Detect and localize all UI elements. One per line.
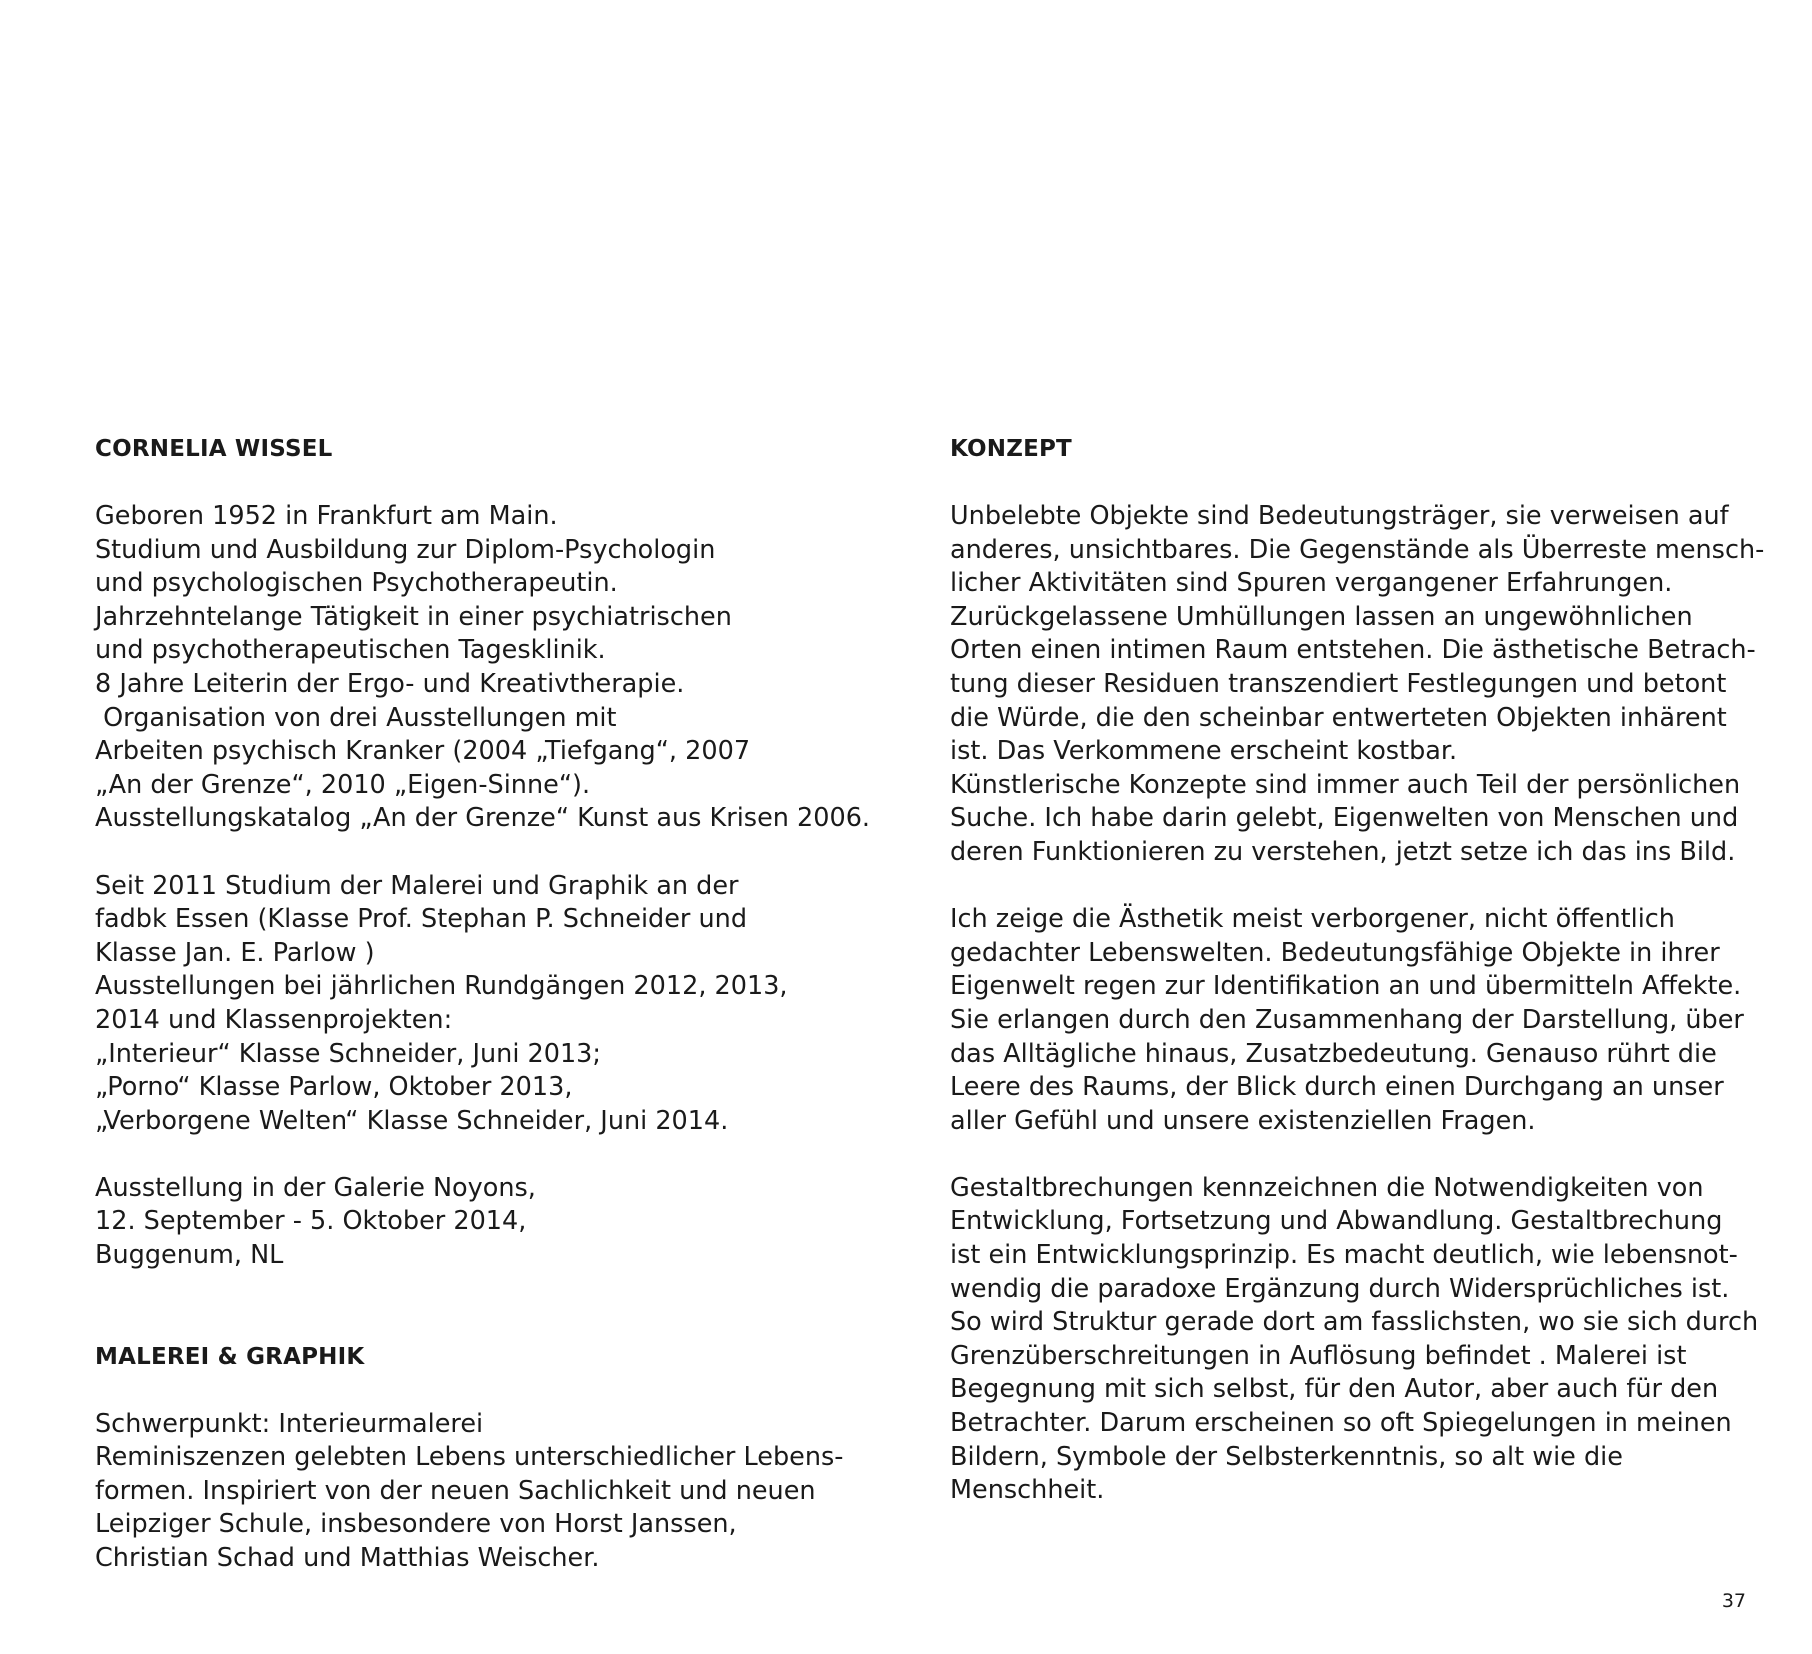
text-line: Orten einen intimen Raum entstehen. Die ästhetische Betrach- <box>950 635 1756 666</box>
text-line: Menschheit. <box>950 1475 1105 1506</box>
concept-paragraph-1 <box>950 500 1770 870</box>
text-line: 12. September - 5. Oktober 2014, <box>95 1206 527 1237</box>
text-line: Arbeiten psychisch Kranker (2004 „Tiefgang“, 2007 <box>95 736 751 767</box>
text-line: Christian Schad und Matthias Weischer. <box>95 1543 600 1574</box>
text-line: und psychologischen Psychotherapeutin. <box>95 568 618 599</box>
concept-heading: KONZEPT <box>950 436 1072 462</box>
study-paragraph <box>95 870 915 1139</box>
text-line: tung dieser Residuen transzendiert Festlegungen und betont <box>950 668 1727 699</box>
painting-heading: MALEREI & GRAPHIK <box>95 1343 365 1370</box>
left-column <box>95 432 915 1576</box>
text-line: Ausstellungen bei jährlichen Rundgängen 2012, 2013, <box>95 971 788 1002</box>
text-line: anderes, unsichtbares. Die Gegenstände als Überreste mensch- <box>950 534 1765 565</box>
concept-paragraph-3 <box>950 1172 1770 1508</box>
text-line: Entwicklung, Fortsetzung und Abwandlung. Gestaltbrechung <box>950 1206 1723 1237</box>
text-line: Suche. Ich habe darin gelebt, Eigenwelten von Menschen und <box>950 803 1739 834</box>
text-line: Sie erlangen durch den Zusammenhang der Darstellung, über <box>950 1004 1744 1035</box>
bio-heading: CORNELIA WISSEL <box>95 436 333 462</box>
text-line: Begegnung mit sich selbst, für den Autor, aber auch für den <box>950 1374 1719 1405</box>
text-line: „An der Grenze“, 2010 „Eigen-Sinne“). <box>95 769 591 800</box>
text-line: Unbelebte Objekte sind Bedeutungsträger, sie verweisen auf <box>950 501 1729 531</box>
text-line: Grenzüberschreitungen in Auflösung befindet . Malerei ist <box>950 1340 1687 1371</box>
text-line: Geboren 1952 in Frankfurt am Main. <box>95 501 558 531</box>
text-line: 8 Jahre Leiterin der Ergo- und Kreativtherapie. <box>95 668 685 699</box>
text-line: Zurückgelassene Umhüllungen lassen an ungewöhnlichen <box>950 601 1693 632</box>
text-line: „Verborgene Welten“ Klasse Schneider, Juni 2014. <box>95 1105 729 1136</box>
exhibition-paragraph <box>95 1172 915 1273</box>
text-line: die Würde, die den scheinbar entwerteten Objekten inhärent <box>950 702 1727 733</box>
text-line: Ausstellung in der Galerie Noyons, <box>95 1172 536 1203</box>
text-line: deren Funktionieren zu verstehen, jetzt setze ich das ins Bild. <box>950 836 1736 867</box>
text-line: und psychotherapeutischen Tagesklinik. <box>95 635 606 666</box>
concept-paragraph-2 <box>950 903 1770 1138</box>
painting-paragraph <box>95 1408 915 1576</box>
text-line: Klasse Jan. E. Parlow ) <box>95 937 375 968</box>
text-line: Studium und Ausbildung zur Diplom-Psychologin <box>95 534 716 565</box>
text-line: Organisation von drei Ausstellungen mit <box>95 702 617 733</box>
text-line: „Interieur“ Klasse Schneider, Juni 2013; <box>95 1038 601 1069</box>
text-line: Jahrzehntelange Tätigkeit in einer psychiatrischen <box>95 601 732 632</box>
page-number: 37 <box>1721 1590 1746 1612</box>
text-line: Bildern, Symbole der Selbsterkenntnis, so alt wie die <box>950 1441 1623 1472</box>
text-line: Eigenwelt regen zur Identifikation an und übermitteln Affekte. <box>950 971 1742 1002</box>
text-line: fadbk Essen (Klasse Prof. Stephan P. Schneider und <box>95 904 748 935</box>
text-line: gedachter Lebenswelten. Bedeutungsfähige Objekte in ihrer <box>950 937 1720 968</box>
text-line: formen. Inspiriert von der neuen Sachlichkeit und neuen <box>95 1475 816 1506</box>
text-line: Betrachter. Darum erscheinen so oft Spiegelungen in meinen <box>950 1408 1732 1439</box>
text-line: Ich zeige die Ästhetik meist verborgener, nicht öffentlich <box>950 904 1675 935</box>
text-line: So wird Struktur gerade dort am fasslichsten, wo sie sich durch <box>950 1307 1759 1338</box>
text-line: ist. Das Verkommene erscheint kostbar. <box>950 736 1458 767</box>
text-line: Reminiszenzen gelebten Lebens unterschiedlicher Lebens- <box>95 1442 844 1473</box>
text-line: licher Aktivitäten sind Spuren vergangener Erfahrungen. <box>950 568 1673 599</box>
text-line: ist ein Entwicklungsprinzip. Es macht deutlich, wie lebensnot- <box>950 1240 1738 1271</box>
bio-paragraph <box>95 500 915 836</box>
text-line: Schwerpunkt: Interieurmalerei <box>95 1408 484 1439</box>
text-line: „Porno“ Klasse Parlow, Oktober 2013, <box>95 1072 573 1103</box>
text-line: Leere des Raums, der Blick durch einen Durchgang an unser <box>950 1072 1724 1103</box>
right-column <box>950 432 1770 1508</box>
text-line: aller Gefühl und unsere existenziellen Fragen. <box>950 1105 1536 1136</box>
text-line: Buggenum, NL <box>95 1240 284 1271</box>
text-line: Leipziger Schule, insbesondere von Horst Janssen, <box>95 1509 737 1540</box>
text-line: Gestaltbrechungen kennzeichnen die Notwendigkeiten von <box>950 1172 1704 1203</box>
text-line: 2014 und Klassenprojekten: <box>95 1004 453 1035</box>
text-line: das Alltägliche hinaus, Zusatzbedeutung. Genauso rührt die <box>950 1038 1717 1069</box>
text-line: Seit 2011 Studium der Malerei und Graphik an der <box>95 870 739 901</box>
text-line: Ausstellungskatalog „An der Grenze“ Kunst aus Krisen 2006. <box>95 803 871 834</box>
text-line: wendig die paradoxe Ergänzung durch Widersprüchliches ist. <box>950 1273 1730 1304</box>
text-line: Künstlerische Konzepte sind immer auch Teil der persönlichen <box>950 769 1741 800</box>
